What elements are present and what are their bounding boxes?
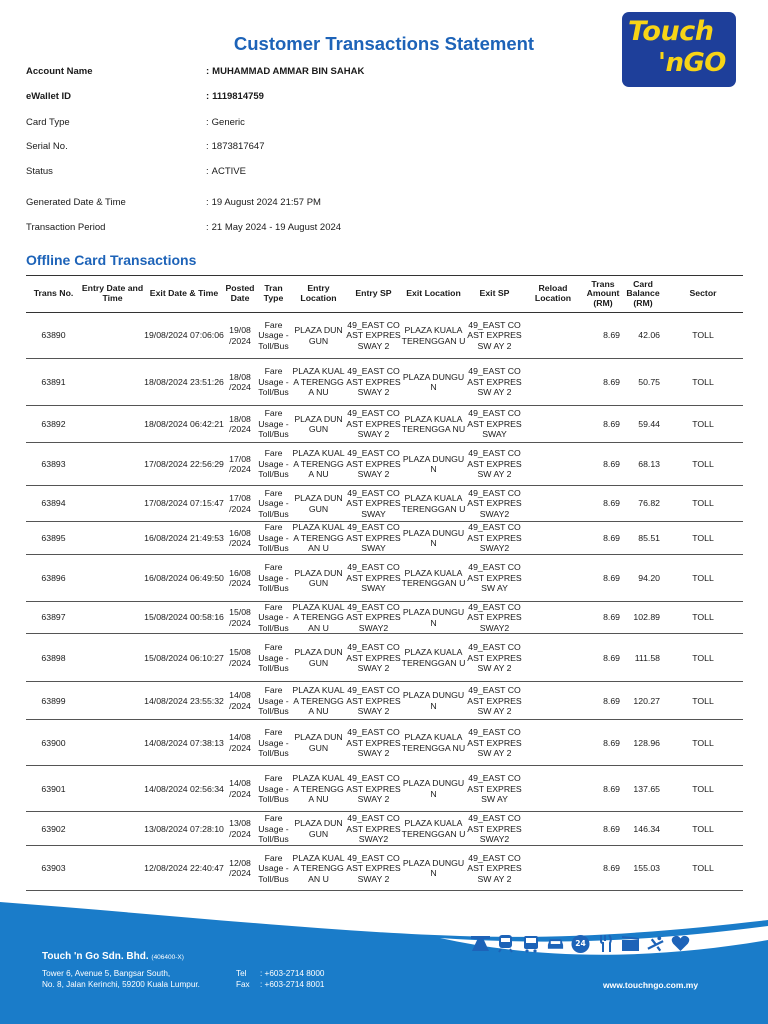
sector-cell: TOLL [663,522,743,555]
trans-amount-cell: 8.69 [583,846,623,891]
table-row [26,406,743,443]
trans-no-cell: 63890 [26,313,81,359]
car-icon [546,934,565,953]
reload-location-cell [523,766,583,812]
tran-type-cell: Fare Usage - Toll/Bus [256,486,291,522]
card-balance-cell: 59.44 [623,406,663,443]
entry-sp-cell: 49_EAST COAST EXPRESSWAY 2 [346,313,401,359]
sector-cell: TOLL [663,634,743,682]
trans-no-cell: 63899 [26,682,81,720]
trans-no-cell: 63892 [26,406,81,443]
sector-cell: TOLL [663,313,743,359]
exit-location-cell: PLAZA DUNGUN [401,522,466,555]
exit-sp-cell: 49_EAST COAST EXPRESSW AY 2 [466,313,523,359]
card-type-label: Card Type [26,117,70,128]
trans-no-cell: 63902 [26,812,81,846]
exit-location-cell: PLAZA KUALA TERENGGAN U [401,812,466,846]
entry-sp-cell: 49_EAST COAST EXPRESSWAY 2 [346,443,401,486]
fax-value: : +603-2714 8001 [260,980,325,990]
generated-label: Generated Date & Time [26,197,126,208]
logo-text-touch: Touch [628,16,714,47]
trans-amount-cell: 8.69 [583,359,623,406]
posted-date-cell: 17/08 /2024 [224,486,256,522]
table-row [26,359,743,406]
exit-date-cell: 17/08/2024 07:15:47 [144,486,224,522]
exit-location-cell: PLAZA KUALA TERENGGAN U [401,313,466,359]
th-card-balance: Card Balance (RM) [623,276,663,313]
exit-sp-cell: 49_EAST COAST EXPRESSW AY 2 [466,682,523,720]
table-row [26,313,743,359]
table-row [26,602,743,634]
exit-sp-cell: 49_EAST COAST EXPRESSW AY 2 [466,359,523,406]
trans-no-cell: 63900 [26,720,81,766]
trans-amount-cell: 8.69 [583,682,623,720]
card-balance-cell: 120.27 [623,682,663,720]
entry-date-cell [81,846,144,891]
trans-amount-cell: 8.69 [583,812,623,846]
trans-amount-cell: 8.69 [583,313,623,359]
trans-no-cell: 63897 [26,602,81,634]
exit-location-cell: PLAZA KUALA TERENGGAN U [401,634,466,682]
trans-no-cell: 63893 [26,443,81,486]
address-line-1: Tower 6, Avenue 5, Bangsar South, [42,969,171,978]
entry-date-cell [81,682,144,720]
posted-date-cell: 16/08 /2024 [224,555,256,602]
exit-sp-cell: 49_EAST COAST EXPRESSW AY 2 [466,720,523,766]
th-trans-amount: Trans Amount (RM) [583,276,623,313]
th-sector: Sector [663,276,743,313]
page-title: Customer Transactions Statement [233,33,535,54]
entry-date-cell [81,720,144,766]
reload-location-cell [523,522,583,555]
entry-location-cell: PLAZA DUNGUN [291,406,346,443]
reload-location-cell [523,682,583,720]
ewallet-id-value: 1119814759 [212,91,264,102]
trans-amount-cell: 8.69 [583,443,623,486]
th-entry-sp: Entry SP [346,276,401,313]
sector-cell: TOLL [663,359,743,406]
entry-date-cell [81,443,144,486]
table-row [26,486,743,522]
posted-date-cell: 13/08 /2024 [224,812,256,846]
exit-sp-cell: 49_EAST COAST EXPRESSWAY2 [467,522,522,554]
fax-label: Fax [236,980,250,990]
company-name [42,951,184,962]
tran-type-cell: Fare Usage - Toll/Bus [256,766,291,812]
card-type-value: Generic [211,117,245,128]
card-balance-cell: 85.51 [623,522,663,555]
table-body [26,313,743,891]
card-balance-cell: 50.75 [623,359,663,406]
ewallet-id-label: eWallet ID [26,91,72,102]
exit-location-cell: PLAZA KUALA TERENGGA NU [401,720,466,766]
th-entry-location: Entry Location [291,276,346,313]
card-balance-cell: 146.34 [623,812,663,846]
tran-type-cell: Fare Usage - Toll/Bus [256,846,291,891]
exit-date-cell: 16/08/2024 06:49:50 [144,555,224,602]
th-entry-date-time: Entry Date and Time [81,276,144,313]
entry-location-cell: PLAZA KUALA TERENGGA NU [291,682,346,720]
trans-amount-cell: 8.69 [583,406,623,443]
exit-sp-cell: 49_EAST COAST EXPRESSW AY [466,555,523,602]
tran-type-cell: Fare Usage - Toll/Bus [256,443,291,486]
th-exit-location: Exit Location [401,276,466,313]
card-balance-cell: 94.20 [623,555,663,602]
table-row [26,443,743,486]
entry-date-cell [81,766,144,812]
entry-date-cell [81,486,144,522]
entry-location-cell: PLAZA KUALA TERENGGAN U [292,522,345,554]
toll-gate-icon [471,934,490,953]
tran-type-cell: Fare Usage - Toll/Bus [256,313,291,359]
posted-date-cell: 17/08 /2024 [224,443,256,486]
entry-location-cell: PLAZA DUNGUN [291,486,346,522]
card-balance-cell: 76.82 [623,486,663,522]
exit-date-cell: 19/08/2024 07:06:06 [144,313,224,359]
card-balance-cell: 111.58 [623,634,663,682]
reload-location-cell [523,443,583,486]
dining-icon [596,934,615,953]
entry-location-cell: PLAZA KUALA TERENGGA NU [291,443,346,486]
serial-no-label: Serial No. [26,141,68,152]
exit-sp-cell: 49_EAST COAST EXPRESSWAY [466,406,523,443]
trans-amount-cell: 8.69 [583,555,623,602]
exit-location-cell: PLAZA KUALA TERENGGAN U [401,486,466,522]
sector-cell: TOLL [663,682,743,720]
exit-date-cell: 15/08/2024 06:10:27 [144,634,224,682]
exit-sp-cell: 49_EAST COAST EXPRESSWAY2 [467,602,522,633]
trans-no-cell: 63895 [26,522,81,555]
sector-cell: TOLL [663,812,743,846]
sector-cell: TOLL [663,555,743,602]
entry-date-cell [81,634,144,682]
posted-date-cell: 19/08 /2024 [224,313,256,359]
tran-type-cell: Fare Usage - Toll/Bus [256,812,291,846]
exit-location-cell: PLAZA DUNGUN [401,359,466,406]
reload-location-cell [523,486,583,522]
posted-date-cell: 16/08 /2024 [224,522,256,555]
reload-location-cell [523,555,583,602]
card-balance-cell: 42.06 [623,313,663,359]
table-row [26,682,743,720]
entry-sp-cell: 49_EAST COAST EXPRESSWAY 2 [346,634,401,682]
entry-date-cell [81,359,144,406]
table-row [26,555,743,602]
cinema-icon [621,934,640,953]
sector-cell: TOLL [663,602,743,634]
table-header-row [26,276,743,313]
entry-date-cell [81,522,144,555]
tran-type-cell: Fare Usage - Toll/Bus [256,555,291,602]
entry-location-cell: PLAZA DUNGUN [291,720,346,766]
exit-location-cell: PLAZA DUNGUN [401,602,466,634]
posted-date-cell: 14/08 /2024 [224,682,256,720]
bus-icon [521,934,540,953]
exit-date-cell: 14/08/2024 02:56:34 [144,766,224,812]
exit-date-cell: 14/08/2024 07:38:13 [144,720,224,766]
website-link[interactable]: www.touchngo.com.my [603,980,699,990]
posted-date-cell: 15/08 /2024 [224,634,256,682]
tran-type-cell: Fare Usage - Toll/Bus [256,522,291,555]
exit-location-cell: PLAZA KUALA TERENGGAN U [401,555,466,602]
24-hours-text: 24 [575,938,586,948]
card-balance-cell: 137.65 [623,766,663,812]
entry-sp-cell: 49_EAST COAST EXPRESSWAY [346,555,401,602]
entry-location-cell: PLAZA DUNGUN [291,812,346,846]
trans-no-cell: 63898 [26,634,81,682]
posted-date-cell: 12/08 /2024 [224,846,256,891]
entry-sp-cell: 49_EAST COAST EXPRESSWAY 2 [346,682,401,720]
entry-date-cell [81,602,144,634]
heart-icon [671,934,690,953]
reload-location-cell [523,359,583,406]
entry-sp-cell: 49_EAST COAST EXPRESSWAY [346,486,401,522]
exit-date-cell: 16/08/2024 21:49:53 [144,522,224,555]
generated-value: 19 August 2024 21:57 PM [211,197,321,208]
section-title: Offline Card Transactions [26,252,197,268]
company-address [42,968,200,991]
exit-date-cell: 13/08/2024 07:28:10 [144,812,224,846]
th-tran-type: Tran Type [256,276,291,313]
sector-cell: TOLL [663,846,743,891]
tran-type-cell: Fare Usage - Toll/Bus [256,602,291,634]
card-balance-cell: 68.13 [623,443,663,486]
entry-date-cell [81,555,144,602]
th-trans-no: Trans No. [26,276,81,313]
reload-location-cell [523,313,583,359]
tran-type-cell: Fare Usage - Toll/Bus [256,720,291,766]
entry-sp-cell: 49_EAST COAST EXPRESSWAY2 [346,602,401,633]
entry-location-cell: PLAZA KUALA TERENGGAN U [291,846,346,891]
exit-sp-cell: 49_EAST COAST EXPRESSWAY2 [467,813,522,845]
trans-amount-cell: 8.69 [583,720,623,766]
sector-cell: TOLL [663,720,743,766]
service-icons [471,934,690,953]
footer [0,900,768,1024]
reload-location-cell [523,812,583,846]
sector-cell: TOLL [663,443,743,486]
sector-cell: TOLL [663,406,743,443]
exit-date-cell: 18/08/2024 06:42:21 [144,406,224,443]
entry-sp-cell: 49_EAST COAST EXPRESSWAY 2 [346,846,401,891]
transaction-period-label: Transaction Period [26,222,106,233]
table-row [26,846,743,891]
tel-label: Tel [236,969,247,978]
posted-date-cell: 18/08 /2024 [224,406,256,443]
posted-date-cell: 18/08 /2024 [224,359,256,406]
table-row [26,812,743,846]
transaction-period-value: 21 May 2024 - 19 August 2024 [211,222,342,233]
account-name-label: Account Name [26,66,93,77]
sector-cell: TOLL [663,766,743,812]
trans-no-cell: 63891 [26,359,81,406]
tran-type-cell: Fare Usage - Toll/Bus [256,682,291,720]
table-row [26,720,743,766]
trans-no-cell: 63896 [26,555,81,602]
company-registration: (406400-X) [151,954,184,961]
tran-type-cell: Fare Usage - Toll/Bus [256,634,291,682]
address-line-2: No. 8, Jalan Kerinchi, 59200 Kuala Lumpur. [42,980,200,990]
company-contact [236,968,324,991]
travel-icon [646,934,665,953]
trans-amount-cell: 8.69 [583,486,623,522]
table-row [26,634,743,682]
24-hours-icon [571,934,590,953]
exit-date-cell: 14/08/2024 23:55:32 [144,682,224,720]
exit-date-cell: 17/08/2024 22:56:29 [144,443,224,486]
table-row [26,522,743,555]
exit-date-cell: 15/08/2024 00:58:16 [144,602,224,634]
footer-background [0,900,768,1024]
exit-sp-cell: 49_EAST COAST EXPRESSWAY2 [466,486,523,522]
reload-location-cell [523,634,583,682]
exit-sp-cell: 49_EAST COAST EXPRESSW AY [466,766,523,812]
th-exit-date-time: Exit Date & Time [144,276,224,313]
entry-sp-cell: 49_EAST COAST EXPRESSWAY [346,522,401,554]
status-value: ACTIVE [211,166,246,177]
sector-cell: TOLL [663,486,743,522]
entry-sp-cell: 49_EAST COAST EXPRESSWAY 2 [346,359,401,406]
entry-location-cell: PLAZA KUALA TERENGGAN U [292,602,345,633]
th-posted-date: Posted Date [224,276,256,313]
tran-type-cell: Fare Usage - Toll/Bus [256,359,291,406]
posted-date-cell: 14/08 /2024 [224,766,256,812]
company-name-text: Touch 'n Go Sdn. Bhd. [42,951,149,962]
reload-location-cell [523,602,583,634]
logo-text-ngo: 'nGO [658,48,726,78]
entry-date-cell [81,406,144,443]
entry-date-cell [81,812,144,846]
reload-location-cell [523,406,583,443]
th-exit-sp: Exit SP [466,276,523,313]
exit-date-cell: 12/08/2024 22:40:47 [144,846,224,891]
th-reload-location: Reload Location [523,276,583,313]
trans-no-cell: 63901 [26,766,81,812]
entry-sp-cell: 49_EAST COAST EXPRESSWAY 2 [346,406,401,443]
entry-location-cell: PLAZA KUALA TERENGGA NU [291,766,346,812]
entry-location-cell: PLAZA KUALA TERENGGA NU [291,359,346,406]
transactions-table [26,275,743,891]
table-row [26,766,743,812]
entry-location-cell: PLAZA DUNGUN [291,555,346,602]
exit-sp-cell: 49_EAST COAST EXPRESSW AY 2 [466,443,523,486]
card-balance-cell: 128.96 [623,720,663,766]
account-name-value: MUHAMMAD AMMAR BIN SAHAK [212,66,365,77]
exit-location-cell: PLAZA KUALA TERENGGA NU [401,406,466,443]
posted-date-cell: 15/08 /2024 [224,602,256,634]
exit-date-cell: 18/08/2024 23:51:26 [144,359,224,406]
entry-sp-cell: 49_EAST COAST EXPRESSWAY 2 [346,766,401,812]
entry-location-cell: PLAZA DUNGUN [291,313,346,359]
exit-sp-cell: 49_EAST COAST EXPRESSW AY 2 [466,846,523,891]
serial-no-value: 1873817647 [211,141,265,152]
trans-amount-cell: 8.69 [583,766,623,812]
trans-no-cell: 63894 [26,486,81,522]
card-balance-cell: 102.89 [623,602,663,634]
entry-location-cell: PLAZA DUNGUN [291,634,346,682]
status-label: Status [26,166,53,177]
entry-sp-cell: 49_EAST COAST EXPRESSWAY2 [346,813,401,845]
trans-amount-cell: 8.69 [583,602,623,634]
train-icon [496,934,515,953]
trans-amount-cell: 8.69 [583,634,623,682]
entry-date-cell [81,313,144,359]
entry-sp-cell: 49_EAST COAST EXPRESSWAY 2 [346,720,401,766]
trans-no-cell: 63903 [26,846,81,891]
posted-date-cell: 14/08 /2024 [224,720,256,766]
exit-location-cell: PLAZA DUNGUN [401,766,466,812]
tel-value: : +603-2714 8000 [260,969,325,978]
trans-amount-cell: 8.69 [583,522,623,555]
touch-n-go-logo [622,12,736,87]
exit-sp-cell: 49_EAST COAST EXPRESSW AY 2 [466,634,523,682]
reload-location-cell [523,846,583,891]
exit-location-cell: PLAZA DUNGUN [401,443,466,486]
exit-location-cell: PLAZA DUNGUN [401,846,466,891]
card-balance-cell: 155.03 [623,846,663,891]
tran-type-cell: Fare Usage - Toll/Bus [256,406,291,443]
exit-location-cell: PLAZA DUNGUN [401,682,466,720]
reload-location-cell [523,720,583,766]
